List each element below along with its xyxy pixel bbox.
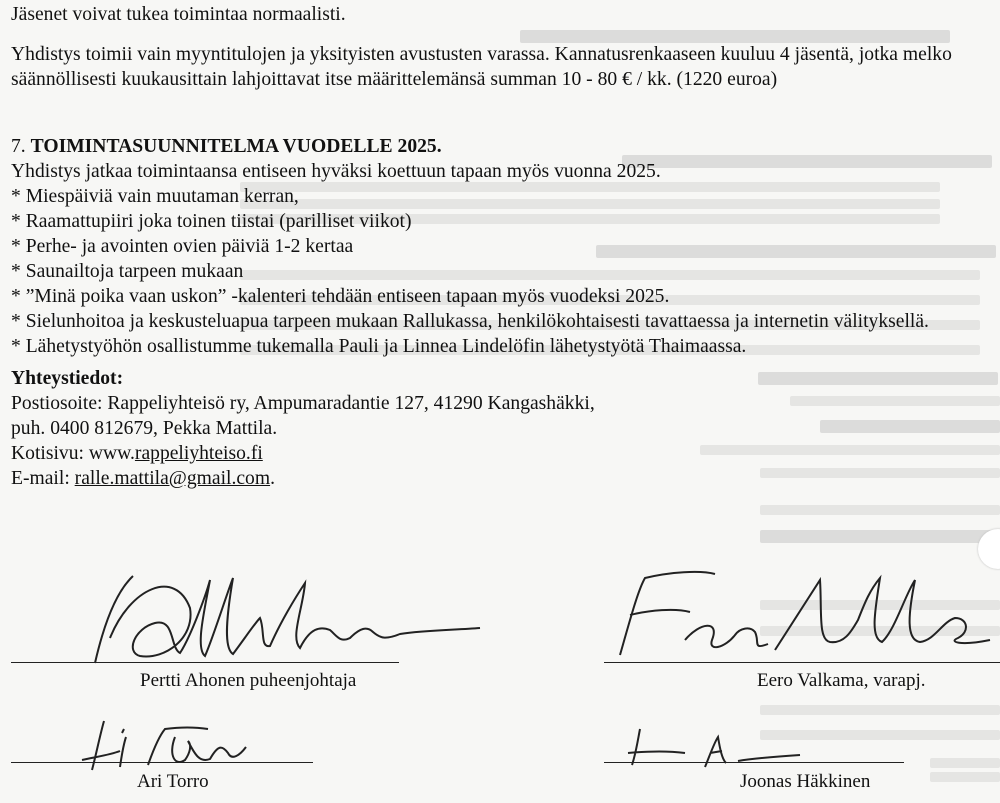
plan-item: * Sielunhoitoa ja keskusteluapua tarpeen mukaan Rallukassa, henkilökohtaisesti tavattaessa ja internetin välityksellä. bbox=[11, 311, 929, 332]
intro-line: Jäsenet voivat tukea toimintaa normaalisti. bbox=[11, 4, 346, 25]
signature-line-eero bbox=[604, 662, 1000, 663]
contact-block bbox=[11, 366, 996, 491]
homepage-link[interactable]: rappeliyhteiso.fi bbox=[134, 443, 263, 464]
section-intro: Yhdistys jatkaa toimintaansa entiseen hyväksi koettuun tapaan myös vuonna 2025. bbox=[11, 161, 661, 182]
bleed-line bbox=[930, 772, 1000, 782]
signature-line-pertti bbox=[11, 662, 399, 663]
bleed-line bbox=[930, 758, 1000, 768]
bleed-line bbox=[760, 705, 1000, 715]
section-number: 7. bbox=[11, 136, 26, 157]
signature-line-joonas bbox=[604, 762, 904, 763]
plan-item: * Miespäiviä vain muutaman kerran, bbox=[11, 186, 299, 207]
bleed-line bbox=[760, 530, 1000, 543]
signer-name-pertti: Pertti Ahonen puheenjohtaja bbox=[140, 670, 357, 691]
plan-item: * Lähetystyöhön osallistumme tukemalla Pauli ja Linnea Lindelöfin lähetystyötä Thaimaassa. bbox=[11, 336, 747, 357]
plan-item: * Raamattupiiri joka toinen tiistai (parilliset viikot) bbox=[11, 211, 412, 232]
email-link[interactable]: ralle.mattila@gmail.com bbox=[74, 468, 271, 489]
section-heading bbox=[11, 134, 996, 159]
signature-eero-valkama bbox=[590, 560, 1000, 675]
email-suffix: . bbox=[270, 468, 275, 489]
postal-address: Postiosoite: Rappeliyhteisö ry, Ampumaradantie 127, 41290 Kangashäkki, bbox=[11, 393, 595, 414]
contact-title: Yhteystiedot: bbox=[11, 368, 124, 389]
homepage-line bbox=[11, 441, 996, 466]
signer-name-eero: Eero Valkama, varapj. bbox=[757, 670, 926, 691]
phone-line: puh. 0400 812679, Pekka Mattila. bbox=[11, 418, 278, 439]
action-plan-section bbox=[11, 134, 996, 359]
signature-line-ari bbox=[11, 762, 313, 763]
bleed-line bbox=[760, 505, 1000, 515]
homepage-label: Kotisivu: www. bbox=[11, 443, 135, 464]
plan-item: * Saunailtoja tarpeen mukaan bbox=[11, 261, 244, 282]
plan-item-list bbox=[11, 184, 996, 359]
email-line bbox=[11, 466, 996, 491]
plan-item: * ”Minä poika vaan uskon” -kalenteri tehdään entiseen tapaan myös vuodeksi 2025. bbox=[11, 286, 670, 307]
signer-name-joonas: Joonas Häkkinen bbox=[740, 771, 871, 792]
section-title: TOIMINTASUUNNITELMA VUODELLE 2025. bbox=[30, 136, 442, 157]
plan-item: * Perhe- ja avointen ovien päiviä 1-2 kertaa bbox=[11, 236, 354, 257]
funding-paragraph: Yhdistys toimii vain myyntitulojen ja yksityisten avustusten varassa. Kannatusrenkaaseen kuuluu 4 jäsentä, jotka melko säännöllisesti kuukausittain lahjoittavat itse määrittelemänsä summan 10 - 80 € / kk. (1220 euroa) bbox=[11, 44, 952, 90]
email-label: E-mail: bbox=[11, 468, 75, 489]
signer-name-ari: Ari Torro bbox=[137, 771, 209, 792]
signature-ari-torro bbox=[60, 715, 290, 775]
signature-joonas-hakkinen bbox=[610, 715, 810, 775]
